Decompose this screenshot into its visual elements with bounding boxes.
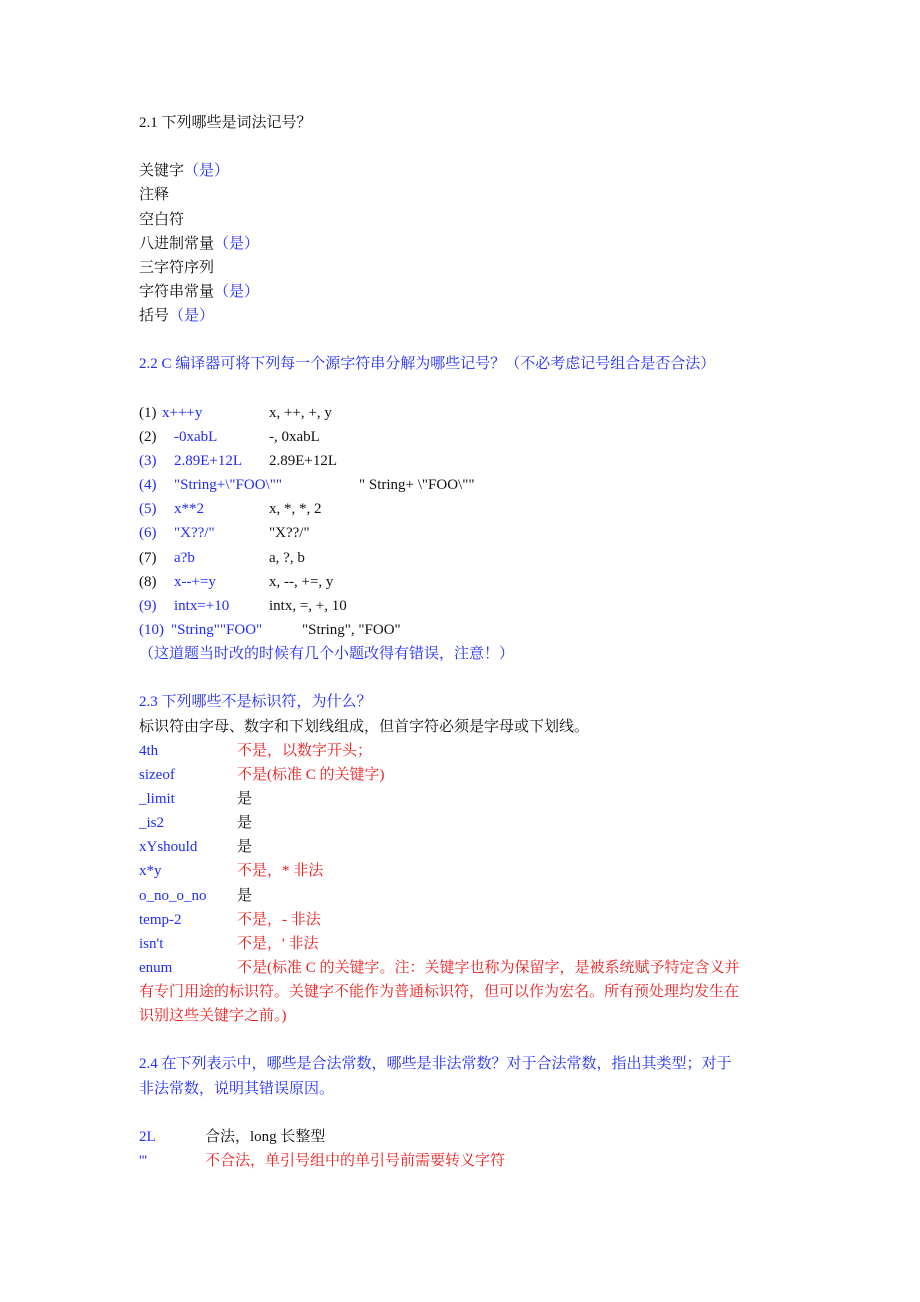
row-number: (10): [139, 621, 164, 638]
identifier-row-enum: [139, 956, 789, 980]
identifier-answer: 是: [237, 887, 253, 904]
identifier-answer: 不是，- 非法: [237, 911, 321, 928]
constant-expr: 2L: [139, 1128, 156, 1145]
section-2-4-title-continued: 非法常数，说明其错误原因。: [139, 1080, 335, 1097]
identifier: 4th: [139, 742, 159, 759]
enum-answer-continued: 有专门用途的标识符。关键字不能作为普通标识符，但可以作为宏名。所有预处理均发生在: [139, 984, 740, 1001]
identifier-answer: 不是，' 非法: [237, 935, 319, 952]
section-2-1-title: 2.1 下列哪些是词法记号？: [139, 115, 312, 131]
token-kind-item: [139, 232, 789, 256]
row-number: (6): [139, 525, 157, 542]
token-kind-item: [139, 208, 789, 232]
section-2-4-title: 2.4 在下列表示中，哪些是合法常数，哪些是非法常数？对于合法常数，指出其类型；对于: [139, 1056, 732, 1073]
source-string: "String+\"FOO\"": [174, 477, 282, 494]
tokenize-row: [139, 594, 789, 618]
is-token-mark: （是）: [169, 308, 215, 325]
identifier: enum: [139, 959, 173, 976]
identifier-row: [139, 787, 789, 811]
token-list: 2.89E+12L: [269, 452, 338, 469]
tokenize-row: [139, 449, 789, 473]
is-token-mark: （是）: [184, 163, 230, 180]
token-kind: 关键字: [139, 163, 185, 180]
identifier: xYshould: [139, 839, 198, 856]
token-kind-item: [139, 159, 789, 183]
constant-answer: 不合法，单引号组中的单引号前需要转义字符: [205, 1153, 506, 1170]
tokenize-row: [139, 521, 789, 545]
identifier-row: [139, 932, 789, 956]
source-string: "X??/": [174, 525, 215, 542]
identifier-row: [139, 739, 789, 763]
source-string: intx=+10: [174, 597, 230, 614]
section-2-3-title: 2.3 下列哪些不是标识符，为什么？: [139, 694, 372, 711]
section-2-2-title: 2.2 C 编译器可将下列每一个源字符串分解为哪些记号？（不必考虑记号组合是否合法）: [139, 356, 716, 373]
identifier-row: [139, 884, 789, 908]
identifier-row: [139, 859, 789, 883]
identifier-row: [139, 763, 789, 787]
identifier-row: [139, 908, 789, 932]
section-2-3-rule: 标识符由字母、数字和下划线组成，但首字符必须是字母或下划线。: [139, 718, 590, 735]
section-2-2-note: （这道题当时改的时候有几个小题改得有错误，注意！）: [139, 646, 515, 663]
token-kind-item: [139, 304, 789, 328]
constant-answer: 合法，long 长整型: [205, 1128, 326, 1145]
tokenize-row: [139, 497, 789, 521]
tokenize-row: [139, 401, 789, 425]
row-number: (9): [139, 597, 157, 614]
row-number: (3): [139, 452, 157, 469]
source-string: a?b: [174, 549, 195, 566]
tokenize-row: [139, 618, 789, 642]
identifier-row: [139, 811, 789, 835]
token-list: x, *, *, 2: [269, 501, 322, 518]
identifier: isn't: [139, 935, 164, 952]
token-list: x, ++, +, y: [269, 404, 332, 421]
source-string: x+++y: [162, 404, 203, 421]
identifier-answer: 不是(标准 C 的关键字): [237, 766, 385, 783]
token-kind: 三字符序列: [139, 259, 215, 276]
token-kind-item: [139, 280, 789, 304]
identifier: o_no_o_no: [139, 887, 207, 904]
token-kind-item: [139, 256, 789, 280]
token-list: -, 0xabL: [269, 428, 320, 445]
token-list: x, --, +=, y: [269, 573, 334, 590]
token-list: " String+ \"FOO\"": [359, 477, 475, 494]
identifier: x*y: [139, 863, 162, 880]
source-string: x**2: [174, 501, 204, 518]
constant-row: [139, 1125, 789, 1149]
identifier-answer: 不是，以数字开头；: [237, 742, 373, 759]
row-number: (8): [139, 573, 157, 590]
identifier-answer: 是: [237, 839, 253, 856]
constant-row: [139, 1149, 789, 1173]
row-number: (7): [139, 549, 157, 566]
identifier: _limit: [139, 790, 175, 807]
identifier-answer: 不是，* 非法: [237, 863, 324, 880]
row-number: (5): [139, 501, 157, 518]
row-number: (1): [139, 404, 157, 421]
identifier: _is2: [139, 815, 165, 832]
row-number: (2): [139, 428, 157, 445]
source-string: x--+=y: [174, 573, 216, 590]
is-token-mark: （是）: [214, 283, 260, 300]
token-kind: 字符串常量: [139, 283, 215, 300]
source-string: 2.89E+12L: [174, 452, 243, 469]
is-token-mark: （是）: [214, 235, 260, 252]
tokenize-row: [139, 425, 789, 449]
enum-answer-continued: 识别这些关键字之前。): [139, 1008, 287, 1025]
constant-expr: ''': [139, 1153, 148, 1170]
identifier-answer: 不是(标准 C 的关键字。注：关键字也称为保留字，是被系统赋予特定含义并: [237, 959, 740, 976]
tokenize-row: [139, 570, 789, 594]
token-list: "X??/": [269, 525, 310, 542]
identifier-answer: 是: [237, 790, 253, 807]
token-list: intx, =, +, 10: [269, 597, 347, 614]
token-kind-item: [139, 183, 789, 207]
token-kind: 注释: [139, 187, 170, 204]
identifier-row: [139, 835, 789, 859]
source-string: "String""FOO": [171, 621, 263, 638]
row-number: (4): [139, 477, 157, 494]
tokenize-row: [139, 546, 789, 570]
identifier-answer: 是: [237, 815, 253, 832]
token-kind: 八进制常量: [139, 235, 215, 252]
token-list: "String", "FOO": [302, 621, 401, 638]
document-content: [139, 111, 789, 1173]
tokenize-row: [139, 473, 789, 497]
identifier: temp-2: [139, 911, 182, 928]
source-string: -0xabL: [174, 428, 218, 445]
identifier: sizeof: [139, 766, 175, 783]
token-kind: 空白符: [139, 211, 185, 228]
token-kind: 括号: [139, 308, 170, 325]
token-list: a, ?, b: [269, 549, 305, 566]
